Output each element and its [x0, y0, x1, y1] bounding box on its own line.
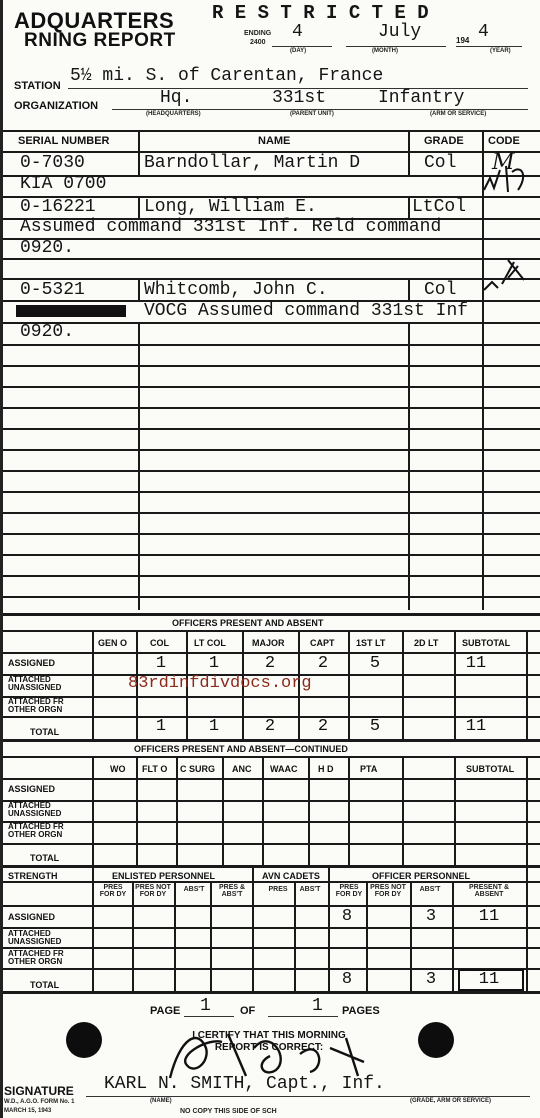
- officers-table-top: [0, 613, 540, 616]
- officers-vl-8: [526, 630, 528, 740]
- strength-group-rule: [0, 881, 540, 883]
- strength-total-off-pres-dy: 8: [341, 970, 353, 989]
- str-vl-3: [210, 881, 212, 992]
- officers-cont-title-rule: [0, 756, 540, 758]
- report-year-suffix: 4: [478, 22, 489, 42]
- cont-vl-3: [222, 756, 224, 866]
- org-underline: [112, 109, 528, 110]
- strength-sub-cadet-abs: ABS'T: [299, 886, 321, 893]
- entry-1-name: Barndollar, Martin D: [144, 153, 361, 173]
- rule-empty-10: [0, 533, 540, 535]
- officers-hdr-gen-o: GEN O: [98, 638, 128, 648]
- rule-empty-11: [0, 554, 540, 556]
- rule-empty-4: [0, 407, 540, 409]
- officers-hdr-major: MAJOR: [252, 638, 285, 648]
- punch-hole-left: [66, 1022, 102, 1058]
- day-underline: [272, 46, 332, 47]
- station-label: STATION: [14, 80, 61, 92]
- organization-label: ORGANIZATION: [14, 100, 99, 112]
- officers-title-rule: [0, 630, 540, 632]
- org-cap-hq: (HEADQUARTERS): [146, 111, 201, 117]
- month-underline: [346, 46, 446, 47]
- restricted-stamp: R E S T R I C T E D: [212, 2, 429, 24]
- str-vl-1: [132, 881, 134, 992]
- rule-entry-4: [0, 238, 540, 240]
- carbon-note: NO COPY THIS SIDE OF SCH: [180, 1108, 277, 1115]
- station-value: 5½ mi. S. of Carentan, France: [70, 66, 384, 86]
- watermark: 83rdinfdivdocs.org: [128, 674, 312, 693]
- officers-assigned-ltcol: 1: [208, 654, 220, 673]
- cont-hdr-hd: H D: [318, 764, 334, 774]
- strength-sub-enl-pres-abs: PRES & ABS'T: [218, 884, 246, 898]
- officers-total-ltcol: 1: [208, 717, 220, 736]
- cont-table-bottom: [0, 865, 540, 868]
- strength-sub-enl-pres-not: PRES NOT FOR DY: [135, 884, 171, 898]
- officers-hdr-lt-col: LT COL: [194, 638, 226, 648]
- strength-row-assigned: ASSIGNED: [8, 912, 56, 922]
- str-vl-5: [294, 881, 296, 992]
- strength-row-total: TOTAL: [30, 980, 60, 990]
- officers-cont-title: OFFICERS PRESENT AND ABSENT—CONTINUED: [134, 744, 348, 754]
- entry-2-serial: 0-16221: [20, 197, 96, 217]
- cont-rule-3: [0, 843, 540, 845]
- ending-label: ENDING: [244, 30, 272, 37]
- cont-vl-4: [262, 756, 264, 866]
- cont-hdr-waac: WAAC: [270, 764, 298, 774]
- form-number: W.D., A.G.O. FORM No. 1: [4, 1099, 75, 1105]
- rule-empty-5: [0, 428, 540, 430]
- divider-name-3: [408, 278, 410, 300]
- entry-1-serial: 0-7030: [20, 153, 85, 173]
- str-vl-4: [252, 866, 254, 992]
- signatory-name: KARL N. SMITH, Capt., Inf.: [104, 1074, 385, 1094]
- cont-hdr-rule: [0, 778, 540, 780]
- year-caption: (YEAR): [490, 48, 511, 54]
- month-caption: (MONTH): [372, 48, 398, 54]
- officers-assigned-capt: 2: [317, 654, 329, 673]
- cont-vl-6: [348, 756, 350, 866]
- strength-sub-off-pres-dy: PRES FOR DY: [335, 884, 363, 898]
- cont-vl-8: [454, 756, 456, 866]
- officers-total-1stlt: 5: [369, 717, 381, 736]
- col-name-header: NAME: [258, 135, 291, 147]
- col-code-header: CODE: [488, 135, 520, 147]
- cont-vl-9: [526, 756, 528, 866]
- year-underline: [456, 46, 522, 47]
- org-headquarters: Hq.: [160, 88, 193, 108]
- cont-row-attached-other: ATTACHED FR OTHER ORGN: [8, 822, 64, 839]
- strength-assigned-off-total: 11: [478, 907, 500, 926]
- strength-group-avn-cadets: AVN CADETS: [262, 871, 320, 881]
- entry-1-code: M: [492, 150, 515, 175]
- officers-row-attached-unassigned: ATTACHED UNASSIGNED: [8, 675, 62, 692]
- officers-row-total: TOTAL: [30, 727, 60, 737]
- total-pages: 1: [312, 996, 323, 1016]
- cont-hdr-anc: ANC: [232, 764, 252, 774]
- report-month: July: [378, 22, 422, 42]
- col-serial-header: SERIAL NUMBER: [18, 135, 110, 147]
- divider-grade: [482, 130, 484, 610]
- officers-table-bottom: [0, 739, 540, 742]
- officers-assigned-1stlt: 5: [369, 654, 381, 673]
- rule-empty-12: [0, 575, 540, 577]
- cont-hdr-c-surg: C SURG: [180, 764, 216, 774]
- signature-label: SIGNATURE: [4, 1084, 74, 1098]
- report-day: 4: [292, 22, 303, 42]
- officers-total-col: 1: [155, 717, 167, 736]
- report-title-line1: ADQUARTERS: [14, 8, 175, 33]
- officers-hdr-2d-lt: 2D LT: [414, 638, 439, 648]
- strength-label: STRENGTH: [8, 871, 58, 881]
- entry-2-remark-time: 0920.: [20, 238, 75, 258]
- page-label: PAGE: [150, 1005, 181, 1017]
- officers-row-attached-other: ATTACHED FR OTHER ORGN: [8, 697, 64, 714]
- strength-sub-cadet-pres: PRES: [268, 886, 288, 893]
- strength-sub-off-total: PRESENT & ABSENT: [468, 884, 510, 898]
- strength-total-off-abs: 3: [425, 970, 437, 989]
- page-number-underline: [184, 1016, 234, 1017]
- rule-empty-3: [0, 386, 540, 388]
- cont-vl-7: [402, 756, 404, 866]
- entry-3-name: Whitcomb, John C.: [144, 280, 328, 300]
- strength-row-attached-unassigned: ATTACHED UNASSIGNED: [8, 929, 62, 946]
- officers-row-assigned: ASSIGNED: [8, 658, 56, 668]
- divider-name-1: [408, 130, 410, 176]
- rule-empty-6: [0, 449, 540, 451]
- str-vl-10: [526, 866, 528, 992]
- report-year-prefix: 194: [456, 36, 470, 45]
- entry-3-remark-time: 0920.: [20, 322, 75, 342]
- handwritten-initials-2: [478, 256, 538, 296]
- entry-2-remark: Assumed command 331st Inf. Reld command: [20, 217, 442, 237]
- org-arm: Infantry: [378, 88, 465, 108]
- officers-total-major: 2: [264, 717, 276, 736]
- cont-hdr-wo: WO: [110, 764, 126, 774]
- signature-cap-name: (NAME): [150, 1098, 172, 1104]
- officers-hdr-subtotal: SUBTOTAL: [462, 638, 511, 648]
- cont-row-attached-unassigned: ATTACHED UNASSIGNED: [8, 801, 62, 818]
- report-title-line2: RNING REPORT: [24, 30, 176, 51]
- strength-group-enlisted: ENLISTED PERSONNEL: [112, 871, 216, 881]
- strength-sub-enl-pres-dy: PRES FOR DY: [99, 884, 127, 898]
- entry-3-grade: Col: [424, 280, 457, 300]
- str-vl-2: [174, 881, 176, 992]
- officers-hdr-capt: CAPT: [310, 638, 335, 648]
- str-vl-0: [92, 866, 94, 992]
- divider-name-2: [408, 196, 410, 218]
- total-pages-underline: [268, 1016, 338, 1017]
- officers-assigned-major: 2: [264, 654, 276, 673]
- ending-time: 2400: [250, 39, 266, 46]
- rule-empty-1: [0, 344, 540, 346]
- cont-hdr-pta: PTA: [360, 764, 378, 774]
- punch-hole-right: [418, 1022, 454, 1058]
- rule-empty-7: [0, 470, 540, 472]
- officers-hdr-1st-lt: 1ST LT: [356, 638, 386, 648]
- cont-vl-2: [176, 756, 178, 866]
- rule-empty-2: [0, 365, 540, 367]
- left-edge: [0, 0, 3, 1118]
- certification-text: I CERTIFY THAT THIS MORNING REPORT IS CORRECT:: [192, 1030, 346, 1053]
- entry-2-name: Long, William E.: [144, 197, 317, 217]
- grid-top-rule: [0, 130, 540, 132]
- signature-underline: [86, 1096, 530, 1097]
- redaction-bar: [16, 305, 126, 317]
- divider-serial-1: [138, 130, 140, 176]
- org-unit: 331st: [272, 88, 327, 108]
- cont-hdr-flt-o: FLT O: [142, 764, 168, 774]
- entry-1-remark: KIA 0700: [20, 174, 107, 194]
- cont-hdr-subtotal: SUBTOTAL: [466, 764, 515, 774]
- strength-group-officer: OFFICER PERSONNEL: [372, 871, 471, 881]
- divider-serial-3: [138, 278, 140, 300]
- handwritten-initials-1: [478, 160, 538, 200]
- form-date: MARCH 15, 1943: [4, 1108, 52, 1114]
- strength-total-off-total: 11: [478, 970, 500, 989]
- strength-assigned-off-abs: 3: [425, 907, 437, 926]
- page-number: 1: [200, 996, 211, 1016]
- entry-3-serial: 0-5321: [20, 280, 85, 300]
- cont-vl-5: [308, 756, 310, 866]
- strength-table-bottom: [0, 991, 540, 994]
- pages-label: PAGES: [342, 1005, 380, 1017]
- rule-empty-8: [0, 491, 540, 493]
- org-cap-arm: (ARM OR SERVICE): [430, 111, 487, 117]
- of-label: OF: [240, 1005, 256, 1017]
- officers-hdr-col: COL: [150, 638, 169, 648]
- cont-row-total: TOTAL: [30, 853, 60, 863]
- strength-sub-off-abs: ABS'T: [419, 886, 441, 893]
- officers-total-capt: 2: [317, 717, 329, 736]
- str-vl-7: [366, 881, 368, 992]
- strength-sub-off-pres-not: PRES NOT FOR DY: [370, 884, 406, 898]
- strength-assigned-off-pres-dy: 8: [341, 907, 353, 926]
- rule-empty-13: [0, 596, 540, 598]
- officers-vl-6: [402, 630, 404, 740]
- rule-empty-9: [0, 512, 540, 514]
- officers-vl-0: [92, 630, 94, 740]
- col-grade-header: GRADE: [424, 135, 464, 147]
- org-cap-unit: (PARENT UNIT): [290, 111, 334, 117]
- entry-3-remark: VOCG Assumed command 331st Inf: [144, 301, 469, 321]
- officers-assigned-col: 1: [155, 654, 167, 673]
- cont-row-assigned: ASSIGNED: [8, 784, 56, 794]
- cont-vl-1: [136, 756, 138, 866]
- cont-vl-0: [92, 756, 94, 866]
- rule-entry-8: [0, 322, 540, 324]
- strength-rule-1: [0, 927, 540, 929]
- divider-serial-2: [138, 196, 140, 218]
- strength-rule-2: [0, 947, 540, 949]
- day-caption: (DAY): [290, 48, 307, 54]
- rule-entry-5: [0, 258, 540, 260]
- strength-sub-enl-abs: ABS'T: [183, 886, 205, 893]
- strength-row-attached-other: ATTACHED FR OTHER ORGN: [8, 949, 64, 966]
- officers-assigned-subtotal: 11: [465, 654, 487, 673]
- officers-table-title: OFFICERS PRESENT AND ABSENT: [172, 618, 324, 628]
- officers-total-subtotal: 11: [465, 717, 487, 736]
- entry-2-grade: LtCol: [412, 197, 467, 217]
- entry-1-grade: Col: [424, 153, 457, 173]
- signature-cap-grade: (GRADE, ARM OR SERVICE): [410, 1098, 492, 1104]
